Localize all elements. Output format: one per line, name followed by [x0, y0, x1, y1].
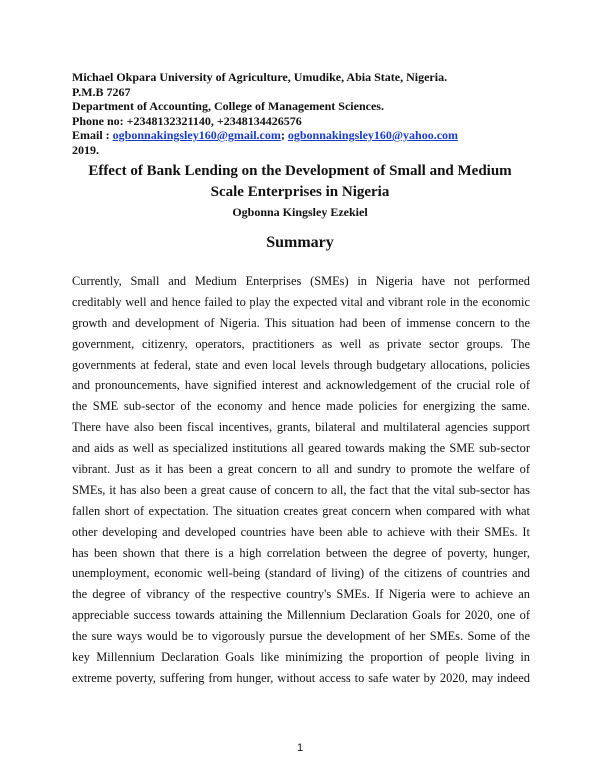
summary-body: [72, 271, 530, 689]
body-line: government, citizenry, operators, practitioners as well as private sector groups. The: [72, 336, 530, 351]
email-line: [72, 128, 542, 143]
body-line: has been shown that there is a high correlation between the degree of poverty, hunger,: [72, 545, 530, 560]
body-line: and pronouncements, have signified interest and acknowledgement of the crucial role of: [72, 378, 530, 393]
title-line: Effect of Bank Lending on the Development of Small and Medium: [88, 163, 512, 179]
phone-line: Phone no: +2348132321140, +2348134426576: [72, 113, 302, 128]
body-line: extreme poverty, suffering from hunger, without access to safe water by 2020, may indeed: [72, 670, 530, 685]
author-name: Ogbonna Kingsley Ezekiel: [232, 205, 368, 219]
body-line: unemployment, economic well-being (standard of living) of the citizens of countries and: [72, 566, 530, 581]
body-line: There have also been fiscal incentives, grants, bilateral and multilateral agencies support: [72, 420, 530, 435]
body-line: fallen short of expectation. The situation creates great concern when compared with what: [72, 503, 530, 518]
body-line: and aids as well as specialized institutions all geared towards making the SME sub-sector: [72, 441, 530, 456]
body-line: vibrant. Just as it has been a great concern to all and sundry to promote the welfare of: [72, 462, 530, 477]
body-line: key Millennium Declaration Goals like minimizing the proportion of people living in: [72, 650, 530, 665]
title-line: Scale Enterprises in Nigeria: [210, 184, 390, 200]
email-label: Email :: [72, 128, 113, 142]
body-line: appreciable success towards attaining the Millennium Declaration Goals for 2020, one of: [72, 608, 530, 623]
email-separator: ;: [280, 128, 288, 142]
body-line: Currently, Small and Medium Enterprises (SMEs) in Nigeria have not performed: [72, 274, 530, 288]
body-line: the sure ways would be to vigorously pursue the development of her SMEs. Some of the: [72, 629, 530, 644]
page-number: 1: [296, 742, 304, 754]
email-link-gmail[interactable]: ogbonnakingsley160@gmail.com: [112, 128, 281, 142]
body-line: the degree of vibrancy of the respective country's SMEs. If Nigeria were to achieve an: [72, 587, 530, 602]
body-line: creditably well and hence failed to play the expected vital and vibrant role in the economic: [72, 294, 530, 309]
section-heading: Summary: [266, 234, 334, 251]
pmb-line: P.M.B 7267: [72, 84, 131, 99]
body-line: the SME sub-sector of the economy and hence made policies for energizing the same.: [72, 399, 530, 414]
paper-title: [70, 161, 530, 203]
email-link-yahoo[interactable]: ogbonnakingsley160@yahoo.com: [287, 128, 459, 142]
year-line: 2019.: [72, 142, 99, 157]
body-line: growth and development of Nigeria. This situation had been of immense concern to the: [72, 315, 530, 330]
author-affiliation-block: [72, 70, 542, 157]
university-line: Michael Okpara University of Agriculture, Umudike, Abia State, Nigeria.: [72, 70, 448, 84]
body-line: other developing and developed countries have been able to achieve with their SMEs. It: [72, 524, 530, 539]
body-line: SMEs, it has also been a great cause of concern to all, the fact that the vital sub-sector has: [72, 482, 530, 497]
department-line: Department of Accounting, College of Management Sciences.: [72, 99, 384, 113]
body-line: governments at federal, state and even local levels through budgetary allocations, policies: [72, 357, 530, 372]
